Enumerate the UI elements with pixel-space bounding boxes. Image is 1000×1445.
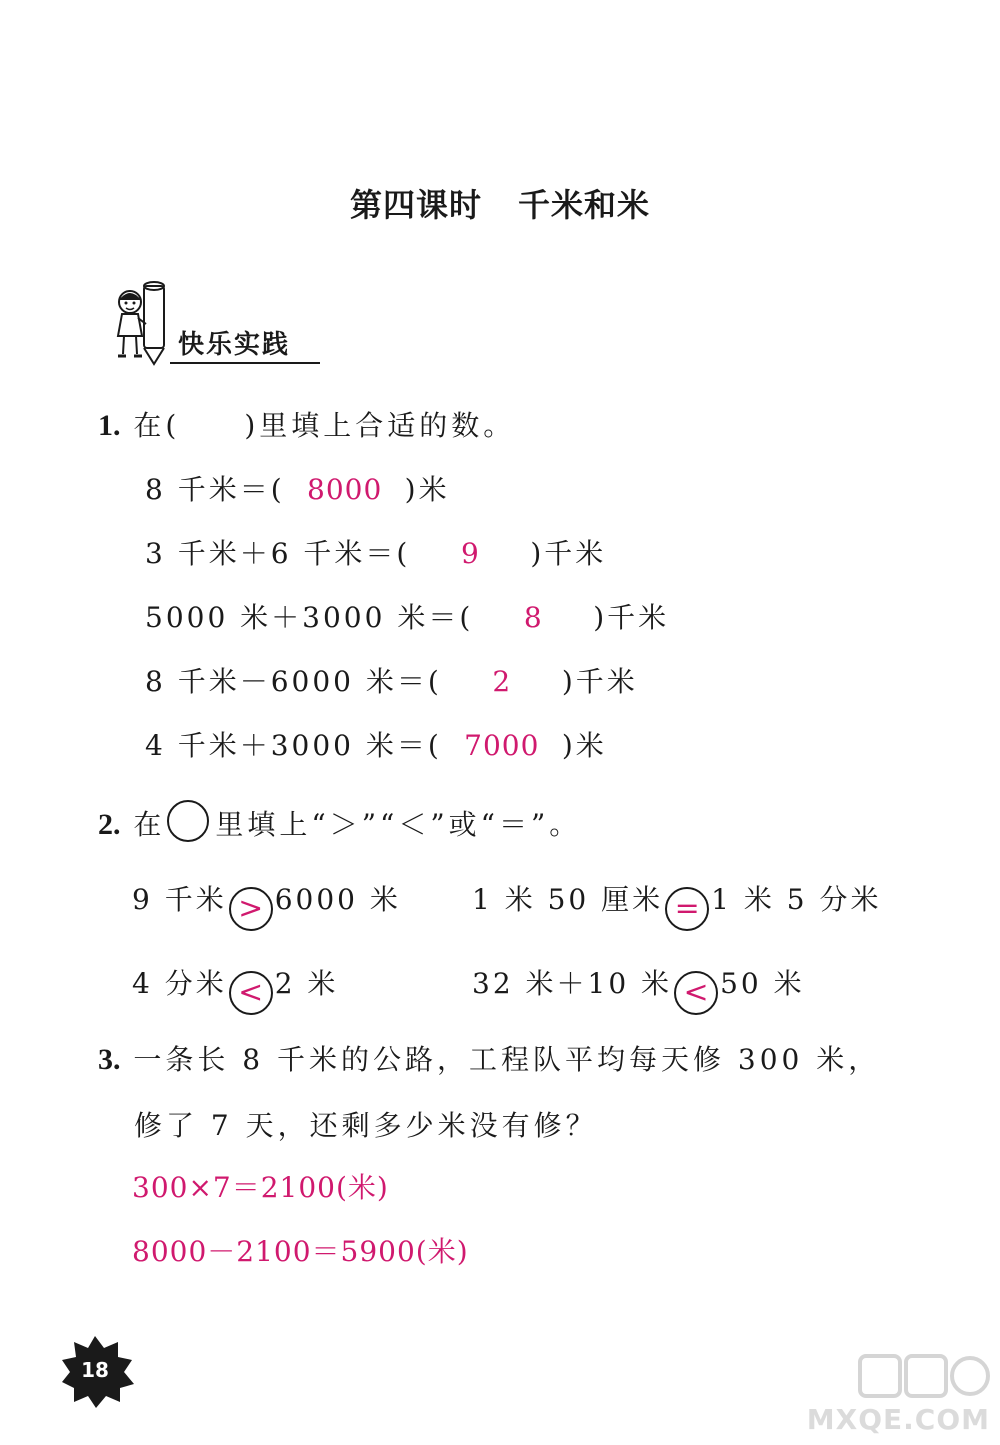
question-number: 3. xyxy=(98,1043,121,1076)
answer-value: 9 xyxy=(460,537,480,570)
question-number: 2. xyxy=(98,808,121,841)
answer-value: 8 xyxy=(523,601,543,634)
question-3-line-2: 修了 7 天，还剩多少米没有修？ xyxy=(134,1109,598,1142)
q1-line xyxy=(145,724,607,764)
q1-line xyxy=(145,468,450,508)
watermark-text: MXQE.COM xyxy=(806,1403,990,1436)
unit: )米 xyxy=(561,729,607,762)
q1-line xyxy=(145,596,669,636)
lesson-title xyxy=(0,180,1000,226)
section-title: 快乐实践 xyxy=(178,330,291,360)
answer-value: 2 xyxy=(492,665,512,698)
question-1-prompt xyxy=(98,404,515,444)
expression: 5000 米＋3000 米＝( xyxy=(145,601,474,634)
lesson-topic: 千米和米 xyxy=(518,186,651,224)
expression: 4 千米＋3000 米＝( xyxy=(145,729,442,762)
compare-symbol: = xyxy=(665,887,709,931)
compare-item xyxy=(472,878,882,931)
unit: )米 xyxy=(404,473,450,506)
q1-line xyxy=(145,532,606,572)
question-text: 里填上“＞”“＜”或“＝”。 xyxy=(215,808,582,841)
question-number: 1. xyxy=(98,409,121,442)
compare-left: 9 千米 xyxy=(132,883,227,916)
compare-right: 2 米 xyxy=(274,967,339,1000)
question-text: 一条长 8 千米的公路，工程队平均每天修 300 米， xyxy=(133,1043,881,1076)
solution-step: 300×7＝2100(米) xyxy=(132,1171,389,1204)
q1-line xyxy=(145,660,638,700)
question-text: 在( )里填上合适的数。 xyxy=(133,409,516,442)
question-text: 在 xyxy=(133,808,166,841)
expression: 8 千米－6000 米＝( xyxy=(145,665,442,698)
solution-step: 8000－2100＝5900(米) xyxy=(132,1235,469,1268)
compare-symbol: < xyxy=(674,971,718,1015)
compare-item xyxy=(472,962,805,1015)
compare-item xyxy=(132,878,401,931)
blank-circle-icon xyxy=(167,800,209,842)
watermark xyxy=(800,1352,990,1442)
section-underline xyxy=(170,362,320,364)
unit: )千米 xyxy=(593,601,670,634)
compare-right: 1 米 5 分米 xyxy=(711,883,882,916)
compare-right: 50 米 xyxy=(720,967,805,1000)
answer-value: 7000 xyxy=(464,729,540,762)
compare-symbol: > xyxy=(229,887,273,931)
question-2-prompt xyxy=(98,800,581,843)
unit: )千米 xyxy=(530,537,607,570)
compare-left: 1 米 50 厘米 xyxy=(472,883,664,916)
lesson-number: 第四课时 xyxy=(349,186,482,224)
expression: 8 千米＝( xyxy=(145,473,285,506)
compare-left: 32 米＋10 米 xyxy=(472,967,673,1000)
compare-left: 4 分米 xyxy=(132,967,227,1000)
unit: )千米 xyxy=(561,665,638,698)
expression: 3 千米＋6 千米＝( xyxy=(145,537,411,570)
compare-right: 6000 米 xyxy=(274,883,401,916)
answer-value: 8000 xyxy=(307,473,383,506)
page-number: 18 xyxy=(81,1358,109,1382)
question-3-prompt xyxy=(98,1038,880,1078)
compare-symbol: < xyxy=(229,971,273,1015)
page-number-badge xyxy=(60,1332,140,1412)
compare-item xyxy=(132,962,338,1015)
section-header xyxy=(108,272,323,367)
girl-with-pencil-icon xyxy=(108,272,178,367)
